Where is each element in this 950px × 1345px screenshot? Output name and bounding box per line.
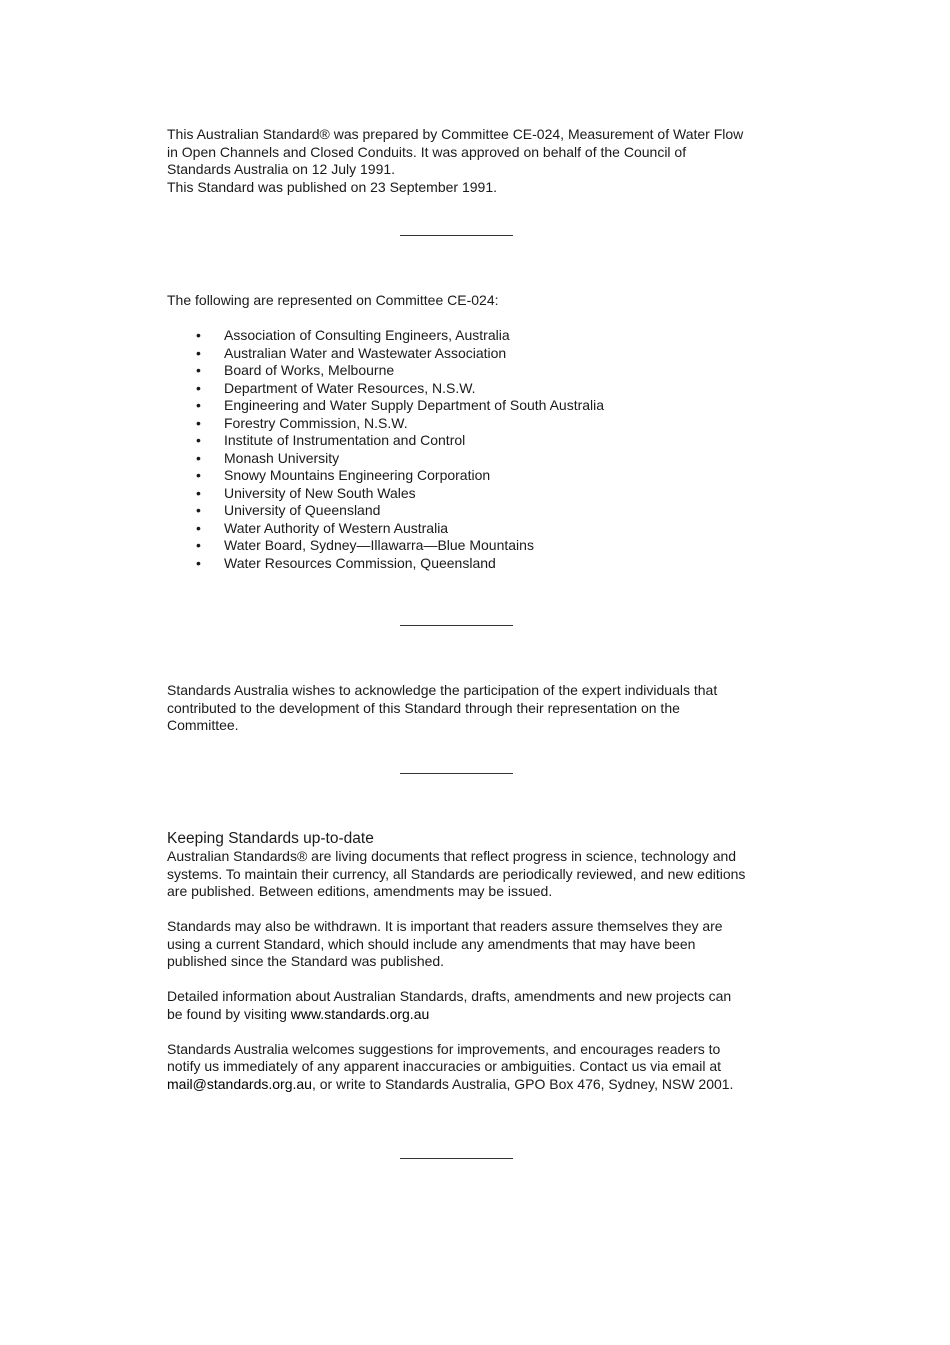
bullet-icon: •: [196, 449, 201, 466]
keeping-up-to-date-section: [167, 829, 757, 1093]
bullet-icon: •: [196, 362, 201, 378]
publication-date-line: This Standard was published on 23 September 1991.: [167, 178, 497, 195]
bullet-icon: •: [196, 537, 201, 553]
paragraph-line: Detailed information about Australian Standards, drafts, amendments and new projects can: [167, 988, 732, 1004]
paragraph-line: be found by visiting www.standards.org.au: [167, 1005, 430, 1022]
acknowledgement-line: Committee.: [167, 717, 239, 733]
bullet-icon: •: [196, 379, 201, 396]
intro-section: [167, 126, 757, 196]
list-item: • Water Authority of Western Australia: [196, 519, 449, 536]
paragraph-line: systems. To maintain their currency, all Standards are periodically reviewed, and new editions: [167, 865, 746, 882]
list-item: • University of New South Wales: [196, 484, 416, 501]
intro-line: Standards Australia on 12 July 1991.: [167, 161, 396, 177]
paragraph-line: published since the Standard was published.: [167, 953, 445, 969]
paragraph-line: Standards Australia welcomes suggestions for improvements, and encourages readers to: [167, 1040, 721, 1057]
list-item: • Snowy Mountains Engineering Corporation: [196, 467, 491, 483]
email-link[interactable]: mail@standards.org.au: [167, 1075, 312, 1092]
bullet-icon: •: [196, 467, 201, 483]
section-divider: [400, 1158, 513, 1159]
committee-heading: The following are represented on Committee CE-024:: [167, 292, 499, 308]
paragraph-line: notify us immediately of any apparent inaccuracies or ambiguities. Contact us via email at: [167, 1058, 722, 1074]
paragraph-line: Standards may also be withdrawn. It is important that readers assure themselves they are: [167, 918, 723, 934]
paragraph-line: are published. Between editions, amendments may be issued.: [167, 883, 553, 899]
bullet-icon: •: [196, 344, 201, 361]
list-item: • Department of Water Resources, N.S.W.: [196, 379, 476, 396]
bullet-icon: •: [196, 519, 201, 536]
paragraph-line: using a current Standard, which should include any amendments that may have been: [167, 935, 696, 952]
intro-line: This Australian Standard® was prepared by Committee CE-024, Measurement of Water Flow: [167, 126, 744, 142]
bullet-icon: •: [196, 502, 201, 518]
bullet-icon: •: [196, 554, 201, 571]
website-link[interactable]: www.standards.org.au: [290, 1005, 430, 1022]
bullet-icon: •: [196, 432, 201, 448]
list-item: • Engineering and Water Supply Department of South Australia: [196, 397, 605, 413]
list-item: • University of Queensland: [196, 502, 381, 518]
bullet-icon: •: [196, 327, 201, 343]
list-item: • Board of Works, Melbourne: [196, 362, 395, 378]
list-item: • Water Resources Commission, Queensland: [196, 554, 496, 571]
bullet-icon: •: [196, 397, 201, 413]
list-item: • Monash University: [196, 449, 340, 466]
list-item: • Association of Consulting Engineers, Australia: [196, 327, 510, 343]
section-divider: [400, 625, 513, 626]
section-heading: Keeping Standards up-to-date: [167, 830, 374, 847]
list-item: • Forestry Commission, N.S.W.: [196, 414, 408, 431]
bullet-icon: •: [196, 414, 201, 431]
section-divider: [400, 773, 513, 774]
paragraph-line: mail@standards.org.au, or write to Standards Australia, GPO Box 476, Sydney, NSW 2001.: [167, 1075, 734, 1092]
list-item: • Institute of Instrumentation and Control: [196, 432, 466, 448]
paragraph-line: Australian Standards® are living documents that reflect progress in science, technology and: [167, 848, 737, 864]
acknowledgement-line: contributed to the development of this Standard through their representation on the: [167, 699, 680, 716]
list-item: • Australian Water and Wastewater Association: [196, 344, 507, 361]
bullet-icon: •: [196, 484, 201, 501]
committee-member-list: [167, 327, 757, 572]
list-item: • Water Board, Sydney—Illawarra—Blue Mountains: [196, 537, 534, 553]
section-divider: [400, 235, 513, 236]
intro-line: in Open Channels and Closed Conduits. It was approved on behalf of the Council of: [167, 143, 687, 160]
committee-section: [167, 292, 757, 572]
acknowledgement-section: [167, 682, 757, 735]
acknowledgement-line: Standards Australia wishes to acknowledge the participation of the expert individuals that: [167, 682, 718, 698]
